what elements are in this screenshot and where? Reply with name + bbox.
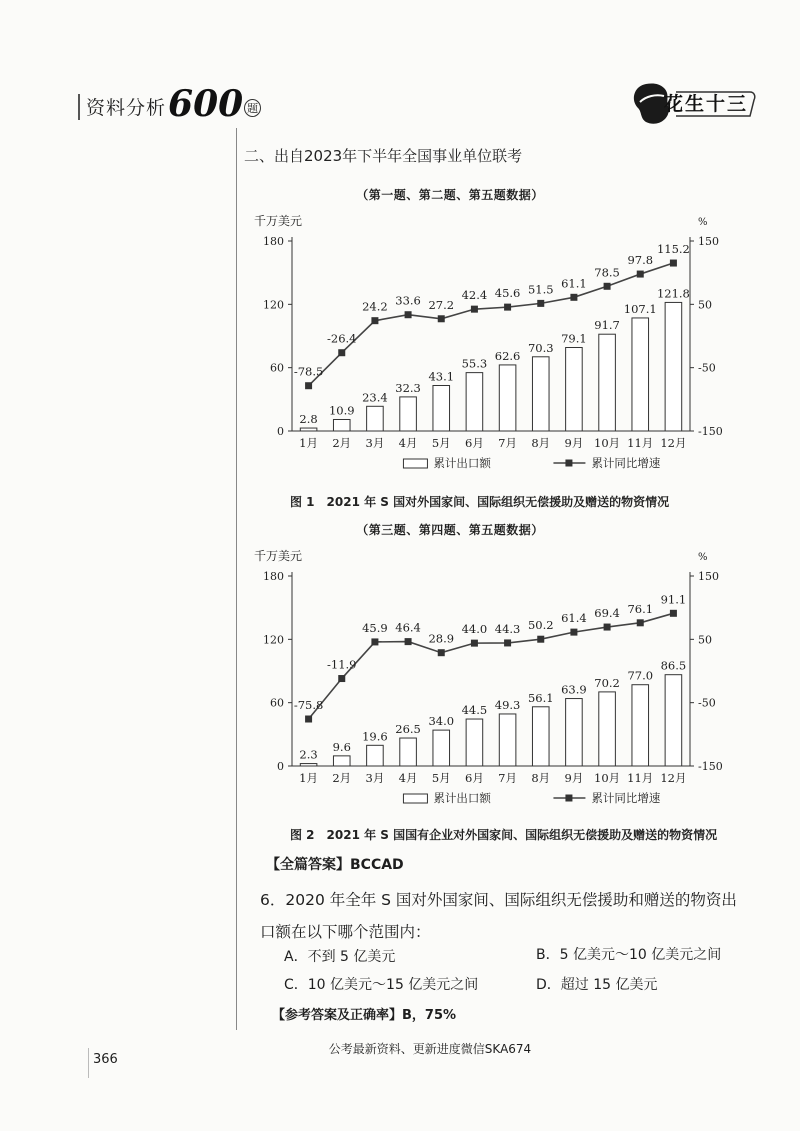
chart2-block-title: （第三题、第四题、第五题数据） xyxy=(356,523,544,537)
full-answer xyxy=(266,854,404,874)
left-tick-label: 60 xyxy=(270,696,284,710)
book-header xyxy=(78,83,261,125)
right-tick-label: -150 xyxy=(698,760,723,773)
growth-marker xyxy=(371,317,378,324)
growth-marker xyxy=(338,675,345,682)
right-tick-label: -50 xyxy=(698,361,716,375)
bar xyxy=(333,419,350,431)
bar-value-label: 34.0 xyxy=(428,714,455,729)
growth-value-label: 24.2 xyxy=(362,299,388,314)
growth-value-label: 97.8 xyxy=(627,253,654,268)
bar xyxy=(566,348,583,431)
growth-value-label: 69.4 xyxy=(594,606,620,621)
chart-2-svg xyxy=(240,541,760,821)
book-title: 资料分析 xyxy=(86,97,167,119)
growth-marker xyxy=(338,349,345,356)
question-text: 6．2020 年全年 S 国对外国家间、国际组织无偿援助和赠送的物资出口额在以下哪个范围内： xyxy=(260,891,737,941)
left-tick-label: 120 xyxy=(263,298,284,312)
x-tick-label: 7月 xyxy=(498,436,517,450)
legend-line-marker xyxy=(565,460,572,467)
left-tick-label: 180 xyxy=(263,570,284,583)
section-title: 二、出自2023年下半年全国事业单位联考 xyxy=(244,147,523,165)
right-tick-label: 50 xyxy=(698,298,712,312)
book-number: 600 xyxy=(168,83,244,125)
bar xyxy=(400,738,417,766)
bar xyxy=(499,714,516,766)
legend-line-label: 累计同比增速 xyxy=(591,456,661,470)
chart2-caption: 图 2 2021 年 S 国国有企业对外国家间、国际组织无偿援助及赠送的物资情况 xyxy=(290,828,718,842)
growth-value-label: 78.5 xyxy=(594,265,620,280)
growth-marker xyxy=(637,619,644,626)
growth-marker xyxy=(405,311,412,318)
growth-marker xyxy=(504,639,511,646)
growth-marker xyxy=(537,300,544,307)
left-tick-label: 180 xyxy=(263,235,284,248)
growth-marker xyxy=(471,640,478,647)
bar-value-label: 26.5 xyxy=(395,722,421,737)
x-tick-label: 5月 xyxy=(431,436,451,450)
growth-marker xyxy=(438,315,445,322)
x-tick-label: 9月 xyxy=(564,771,584,785)
growth-marker xyxy=(537,636,544,643)
x-tick-label: 4月 xyxy=(398,771,418,785)
bar-value-label: 56.1 xyxy=(527,690,554,705)
bar-value-label: 86.5 xyxy=(660,658,687,673)
growth-value-label: 28.9 xyxy=(428,631,455,646)
bar-value-label: 44.5 xyxy=(461,703,488,718)
left-tick-label: 60 xyxy=(270,361,284,375)
growth-value-label: 61.1 xyxy=(561,276,587,291)
bar xyxy=(400,397,417,431)
growth-marker xyxy=(670,260,677,267)
x-tick-label: 10月 xyxy=(594,436,621,450)
growth-value-label: 44.3 xyxy=(494,621,521,636)
bar-value-label: 19.6 xyxy=(362,729,388,744)
x-tick-label: 1月 xyxy=(299,771,318,785)
chart-1-svg xyxy=(240,205,760,495)
bar-value-label: 121.8 xyxy=(656,286,690,301)
bar-value-label: 43.1 xyxy=(428,369,455,384)
brand-name: 花生十三 xyxy=(664,93,749,115)
x-tick-label: 7月 xyxy=(498,771,517,785)
x-tick-label: 11月 xyxy=(627,436,654,450)
reference-label: 【参考答案及正确率】 xyxy=(272,1008,403,1023)
growth-value-label: 33.6 xyxy=(395,293,421,308)
option-d: D．超过 15 亿美元 xyxy=(536,977,658,993)
growth-marker xyxy=(405,638,412,645)
x-tick-label: 3月 xyxy=(365,436,385,450)
right-tick-label: -50 xyxy=(698,696,716,710)
x-tick-label: 8月 xyxy=(531,436,551,450)
bar-value-label: 70.3 xyxy=(527,340,554,355)
growth-value-label: 42.4 xyxy=(461,288,488,303)
bar xyxy=(367,745,384,766)
bar xyxy=(433,386,450,431)
growth-value-label: -78.5 xyxy=(293,364,324,379)
frame-line xyxy=(236,128,237,1030)
bar xyxy=(333,756,350,766)
growth-value-label: 76.1 xyxy=(627,601,654,616)
bar xyxy=(632,318,649,431)
x-tick-label: 10月 xyxy=(594,771,621,785)
x-tick-label: 2月 xyxy=(332,436,352,450)
growth-marker xyxy=(604,624,611,631)
bar xyxy=(532,707,549,766)
growth-marker xyxy=(570,294,577,301)
bar xyxy=(599,334,616,431)
x-tick-label: 4月 xyxy=(398,436,418,450)
x-tick-label: 12月 xyxy=(660,436,687,450)
growth-marker xyxy=(604,283,611,290)
growth-value-label: 45.9 xyxy=(362,620,388,635)
left-axis-unit: 千万美元 xyxy=(254,214,303,228)
bar xyxy=(566,699,583,766)
legend-bar-label: 累计出口额 xyxy=(433,456,491,470)
right-tick-label: 150 xyxy=(698,570,719,583)
bar xyxy=(665,302,682,431)
growth-value-label: 27.2 xyxy=(428,297,455,312)
bar xyxy=(433,730,450,766)
bar-value-label: 2.3 xyxy=(299,747,318,762)
page-number: 366 xyxy=(93,1052,118,1067)
bar xyxy=(665,675,682,766)
bar-value-label: 91.7 xyxy=(594,318,620,333)
option-c: C．10 亿美元～15 亿美元之间 xyxy=(284,977,479,993)
bar-value-label: 23.4 xyxy=(362,390,388,405)
left-tick-label: 120 xyxy=(263,633,284,647)
bar xyxy=(367,406,384,431)
growth-value-label: 61.4 xyxy=(561,611,587,626)
x-tick-label: 1月 xyxy=(299,436,318,450)
growth-marker xyxy=(305,382,312,389)
growth-value-label: 50.2 xyxy=(527,618,554,633)
option-b: B．5 亿美元～10 亿美元之间 xyxy=(536,947,722,963)
right-axis-unit: % xyxy=(698,217,708,228)
growth-marker xyxy=(637,271,644,278)
growth-marker xyxy=(305,716,312,723)
brand-logo xyxy=(628,78,758,126)
right-tick-label: 150 xyxy=(698,235,719,248)
growth-marker xyxy=(371,638,378,645)
option-a: A．不到 5 亿美元 xyxy=(284,949,396,965)
legend-bar-swatch xyxy=(403,459,427,468)
x-tick-label: 2月 xyxy=(332,771,352,785)
legend-bar-swatch xyxy=(403,794,427,803)
full-answer-value: BCCAD xyxy=(350,857,404,873)
right-tick-label: -150 xyxy=(698,425,723,438)
bar xyxy=(532,357,549,431)
growth-marker xyxy=(504,304,511,311)
growth-value-label: 44.0 xyxy=(461,622,488,637)
bar xyxy=(499,365,516,431)
bar-value-label: 79.1 xyxy=(561,331,587,346)
bar-value-label: 62.6 xyxy=(494,348,521,363)
footer-note: 公考最新资料、更新进度微信SKA674 xyxy=(328,1042,532,1056)
chart-1 xyxy=(240,205,760,499)
bar-value-label: 55.3 xyxy=(461,356,488,371)
growth-value-label: 51.5 xyxy=(527,282,554,297)
bar-value-label: 10.9 xyxy=(328,403,355,418)
bar xyxy=(300,428,317,431)
chart-2 xyxy=(240,541,760,825)
growth-value-label: 91.1 xyxy=(660,592,687,607)
x-tick-label: 5月 xyxy=(431,771,451,785)
bar-value-label: 70.2 xyxy=(594,675,620,690)
chart1-block-title: （第一题、第二题、第五题数据） xyxy=(356,188,544,202)
bar-value-label: 63.9 xyxy=(561,682,587,697)
bar-value-label: 2.8 xyxy=(299,412,318,427)
bar xyxy=(632,685,649,766)
left-tick-label: 0 xyxy=(277,425,284,438)
legend-bar-label: 累计出口额 xyxy=(433,791,491,805)
bar xyxy=(599,692,616,766)
bar xyxy=(466,373,483,431)
x-tick-label: 9月 xyxy=(564,436,584,450)
page-number-divider xyxy=(88,1048,89,1078)
left-axis-unit: 千万美元 xyxy=(254,549,303,563)
x-tick-label: 6月 xyxy=(465,436,484,450)
left-tick-label: 0 xyxy=(277,760,284,773)
bar-value-label: 9.6 xyxy=(332,739,351,754)
growth-value-label: 45.6 xyxy=(494,286,521,301)
right-axis-unit: % xyxy=(698,552,708,563)
x-tick-label: 8月 xyxy=(531,771,551,785)
growth-marker xyxy=(570,629,577,636)
growth-value-label: 46.4 xyxy=(395,620,421,635)
x-tick-label: 3月 xyxy=(365,771,385,785)
growth-value-label: -11.9 xyxy=(327,657,357,672)
growth-value-label: -75.8 xyxy=(293,698,324,713)
bar-value-label: 77.0 xyxy=(627,668,654,683)
growth-value-label: 115.2 xyxy=(656,242,690,257)
book-tag: 题 xyxy=(244,99,261,117)
bar-value-label: 32.3 xyxy=(395,380,421,395)
legend-line-marker xyxy=(565,795,572,802)
growth-value-label: -26.4 xyxy=(327,331,357,346)
reference-value: B，75% xyxy=(402,1008,457,1023)
growth-marker xyxy=(438,649,445,656)
legend-line-label: 累计同比增速 xyxy=(591,791,661,805)
growth-marker xyxy=(471,306,478,313)
growth-marker xyxy=(670,610,677,617)
right-tick-label: 50 xyxy=(698,633,712,647)
x-tick-label: 12月 xyxy=(660,771,687,785)
reference-answer xyxy=(272,1004,456,1023)
bar-value-label: 107.1 xyxy=(623,301,657,316)
header-divider xyxy=(78,94,80,120)
chart1-caption: 图 1 2021 年 S 国对外国家间、国际组织无偿援助及赠送的物资情况 xyxy=(290,495,670,509)
full-answer-label: 【全篇答案】 xyxy=(266,857,350,873)
bar xyxy=(466,719,483,766)
x-tick-label: 11月 xyxy=(627,771,654,785)
bar xyxy=(300,764,317,766)
x-tick-label: 6月 xyxy=(465,771,484,785)
bar-value-label: 49.3 xyxy=(494,697,521,712)
